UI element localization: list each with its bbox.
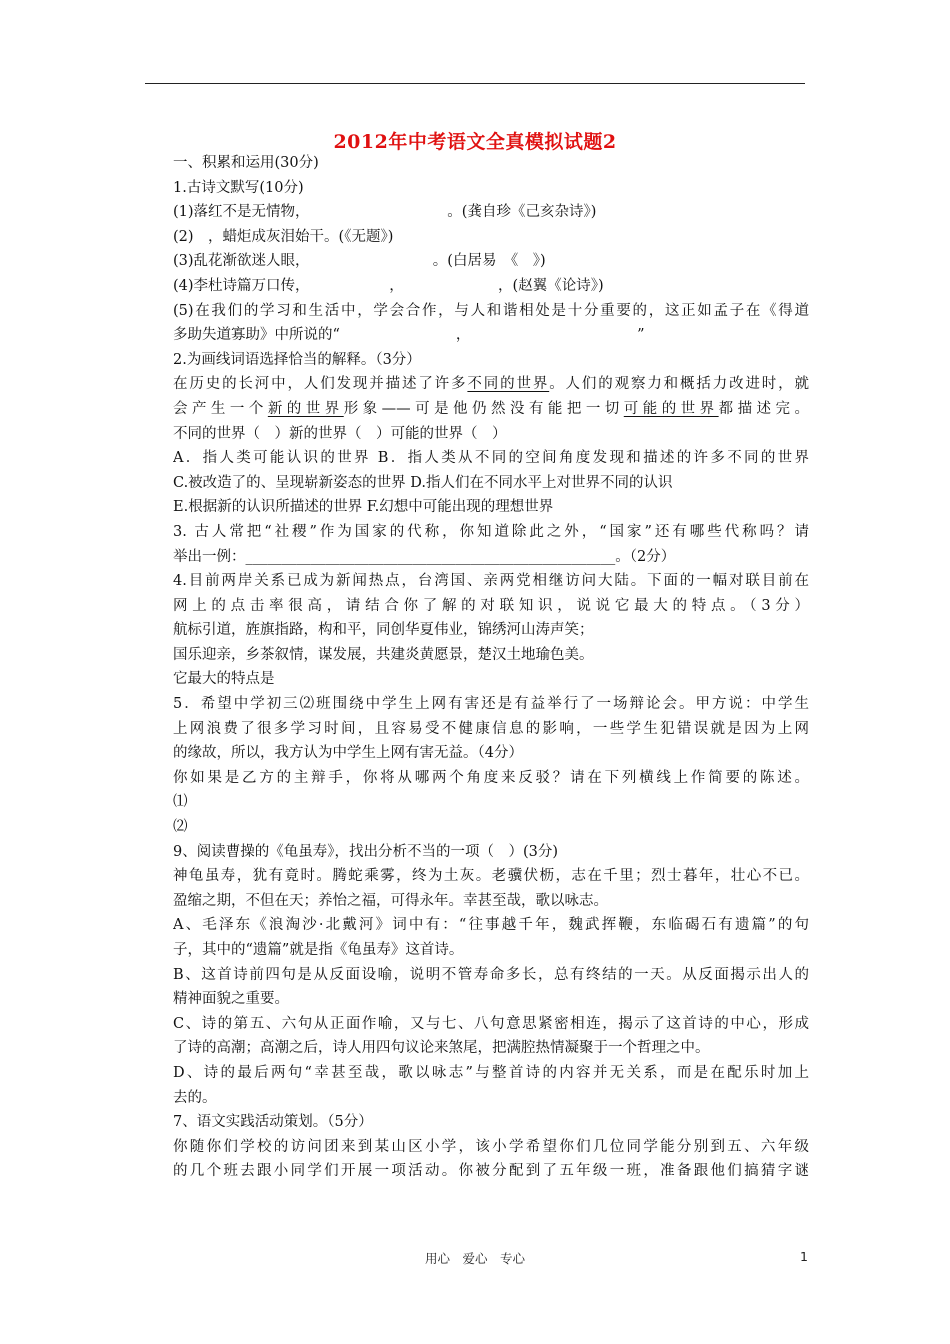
text-line [173,372,809,397]
document-body [173,151,809,1184]
text-line [173,397,809,422]
text-segment: 形象——可是他仍然没有能把一切 [343,400,624,417]
footer-slogan: 用心 爱心 专心 [424,1251,525,1266]
text-line: 你随你们学校的访问团来到某山区小学，该小学希望你们几位同学能分别到五、六年级 [173,1138,809,1155]
text-line: 了诗的高潮；高潮之后，诗人用四句议论来煞尾，把满腔热情凝聚于一个哲理之中。 [173,1040,710,1057]
text-line: 3. 古人常把“社稷”作为国家的代称，你知道除此之外，“国家”还有哪些代称吗？请 [173,523,809,540]
text-line: 国乐迎亲，乡茶叙情，谋发展，共建炎黄愿景，楚汉土地瑜色美。 [173,646,594,663]
text-line: 去的。 [173,1089,217,1106]
underlined-term: 新的世界 [267,400,344,417]
text-line: (2) ，蜡炬成灰泪始干。(《无题》) [173,228,394,245]
text-line: 多助失道寡助》中所说的“ ， ” [173,327,645,344]
text-line: 不同的世界（ ）新的世界（ ）可能的世界（ ） [173,425,507,442]
text-line: 它最大的特点是 [173,671,275,688]
text-line: 9、阅读曹操的《龟虽寿》，找出分析不当的一项（ ）(3分) [173,843,559,860]
text-line: 的几个班去跟小同学们开展一项活动。你被分配到了五年级一班，准备跟他们搞猜字谜 [173,1163,809,1180]
text-line: A、毛泽东《浪淘沙·北戴河》词中有：“往事越千年，魏武挥鞭，东临碣石有遗篇”的句 [173,917,809,934]
text-line: (4)李杜诗篇万口传， ， ，(赵翼《论诗》) [173,277,604,294]
text-line: 子，其中的“遗篇”就是指《龟虽寿》这首诗。 [173,942,464,958]
text-line: 举出一例：___________________________________________________。（2分） [173,548,676,565]
text-line: 2.为画线词语选择恰当的解释。（3分） [173,351,421,368]
text-line: A．指人类可能认识的世界 B．指人类从不同的空间角度发现和描述的许多不同的世界 [173,450,809,467]
text-line: (1)落红不是无情物， 。(龚自珍《己亥杂诗》) [173,204,597,221]
text-line: (5)在我们的学习和生活中，学会合作，与人和谐相处是十分重要的，这正如孟子在《得道 [173,302,809,319]
header-rule [145,83,805,84]
underlined-term: 不同的世界 [467,376,550,393]
text-line: B、这首诗前四句是从反面设喻，说明不管寿命多长，总有终结的一天。从反面揭示出人的 [173,966,809,983]
text-line: 航标引道，旌旗指路，构和平，同创华夏伟业，锦绣河山涛声笑； [173,622,594,639]
text-line: (3)乱花渐欲迷人眼， 。(白居易 《 》) [173,253,546,270]
text-line: 1.古诗文默写(10分) [173,179,304,196]
text-line: 7、语文实践活动策划。（5分） [173,1114,373,1131]
text-line: 上网浪费了很多学习时间，且容易受不健康信息的影响，一些学生犯错误就是因为上网 [173,720,809,737]
text-line: 的缘故，所以，我方认为中学生上网有害无益。（4分） [173,745,523,762]
underlined-term: 可能的世界 [623,400,719,417]
text-line: 盈缩之期，不但在天；养怡之福，可得永年。幸甚至哉，歌以咏志。 [173,892,608,909]
text-segment: 都描述完。 [718,400,809,417]
text-line: ⑵ [173,819,188,836]
text-line: C.被改造了的、呈现崭新姿态的世界 D.指人们在不同水平上对世界不同的认识 [173,474,673,491]
text-segment: 会产生一个 [173,400,268,417]
text-line: 5．希望中学初三⑵班围绕中学生上网有害还是有益举行了一场辩论会。甲方说：中学生 [173,696,809,713]
text-line: 神龟虽寿，犹有竟时。腾蛇乘雾，终为土灰。老骥伏枥，志在千里；烈士暮年，壮心不已。 [173,868,809,885]
text-line: 4.目前两岸关系已成为新闻热点，台湾国、亲两党相继访问大陆。下面的一幅对联目前在 [173,573,809,590]
document-title: 2012年中考语文全真模拟试题2 [333,131,617,153]
text-line: 你如果是乙方的主辩手，你将从哪两个角度来反驳？请在下列横线上作简要的陈述。 [173,769,809,786]
text-line: ⑴ [173,794,188,811]
text-line: C、诗的第五、六句从正面作喻，又与七、八句意思紧密相连，揭示了这首诗的中心，形成 [173,1015,809,1032]
text-line: 精神面貌之重要。 [173,991,289,1008]
text-line: E.根据新的认识所描述的世界 F.幻想中可能出现的理想世界 [173,499,554,516]
text-line: 一、积累和运用(30分) [173,155,319,171]
text-segment: 在历史的长河中，人们发现并描述了许多 [173,376,468,393]
page-number: 1 [800,1249,808,1264]
text-segment: 。人们的观察力和概括力改进时，就 [549,376,809,393]
text-line: 网上的点击率很高，请结合你了解的对联知识，说说它最大的特点。（3分） [173,597,809,614]
text-line: D、诗的最后两句“幸甚至哉，歌以咏志”与整首诗的内容并无关系，而是在配乐时加上 [173,1064,809,1081]
